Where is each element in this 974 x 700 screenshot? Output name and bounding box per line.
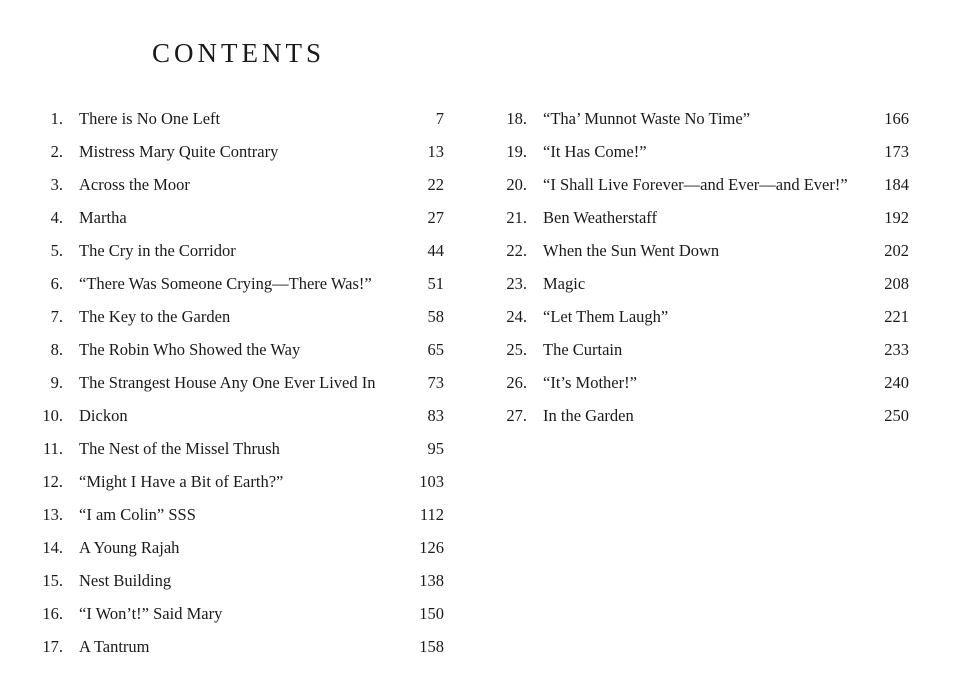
page-number: 95 — [427, 438, 444, 458]
page-number: 158 — [419, 637, 444, 657]
toc-entry — [36, 399, 444, 432]
chapter-number: 12. — [42, 472, 63, 492]
chapter-number: 19. — [506, 141, 527, 161]
chapter-title: A Young Rajah — [79, 538, 180, 558]
page-number: 65 — [427, 339, 444, 359]
page-number: 51 — [427, 273, 444, 293]
chapter-title: There is No One Left — [79, 108, 221, 128]
toc-entry — [500, 366, 909, 399]
toc-entry — [36, 333, 444, 366]
chapter-title: A Tantrum — [79, 637, 150, 657]
page-number: 173 — [884, 141, 909, 161]
toc-right-column — [500, 102, 909, 432]
page-number: 166 — [884, 108, 909, 128]
toc-entry — [36, 532, 444, 565]
chapter-number: 10. — [42, 405, 63, 425]
page-number: 22 — [427, 174, 444, 194]
page-number: 208 — [884, 273, 909, 293]
chapter-title: “Let Them Laugh” — [543, 306, 669, 326]
chapter-title: The Strangest House Any One Ever Lived In — [79, 372, 376, 392]
page-number: 138 — [419, 571, 444, 591]
toc-entry — [500, 333, 909, 366]
page-number: 73 — [427, 372, 444, 392]
toc-entry — [36, 499, 444, 532]
toc-entry — [500, 300, 909, 333]
page-number: 150 — [419, 604, 444, 624]
chapter-number: 20. — [506, 174, 527, 194]
chapter-title: “Might I Have a Bit of Earth?” — [79, 472, 284, 492]
chapter-title: “Tha’ Munnot Waste No Time” — [543, 108, 751, 128]
chapter-number: 3. — [50, 174, 63, 194]
page-title: CONTENTS — [152, 38, 325, 68]
chapter-number: 24. — [506, 306, 527, 326]
toc-entry — [500, 399, 909, 432]
toc-entry — [36, 102, 444, 135]
chapter-number: 16. — [42, 604, 63, 624]
chapter-number: 9. — [50, 372, 63, 392]
chapter-number: 5. — [50, 240, 63, 260]
toc-entry — [36, 168, 444, 201]
page-number: 126 — [419, 538, 444, 558]
chapter-title: “I Won’t!” Said Mary — [79, 604, 223, 624]
toc-entry — [36, 366, 444, 399]
page-number: 83 — [427, 405, 444, 425]
chapter-title: “It Has Come!” — [543, 141, 647, 161]
toc-entry — [36, 631, 444, 664]
toc-entry — [36, 300, 444, 333]
chapter-number: 21. — [506, 207, 527, 227]
page-number: 7 — [435, 108, 444, 128]
toc-entry — [36, 201, 444, 234]
page-number: 103 — [419, 472, 444, 492]
chapter-title: Across the Moor — [79, 174, 190, 194]
toc-entry — [500, 102, 909, 135]
chapter-title: The Key to the Garden — [79, 306, 231, 326]
chapter-title: When the Sun Went Down — [543, 240, 720, 260]
chapter-title: The Nest of the Missel Thrush — [79, 438, 280, 458]
chapter-title: Dickon — [79, 405, 128, 425]
toc-entry — [36, 432, 444, 465]
toc-entry — [500, 135, 909, 168]
toc-entry — [500, 201, 909, 234]
chapter-number: 13. — [42, 505, 63, 525]
toc-entry — [36, 466, 444, 499]
chapter-number: 8. — [50, 339, 63, 359]
page-number: 192 — [884, 207, 909, 227]
toc-entry — [36, 598, 444, 631]
chapter-number: 6. — [50, 273, 63, 293]
toc-entry — [36, 135, 444, 168]
toc-left-column — [36, 102, 444, 664]
page-number: 250 — [884, 405, 909, 425]
chapter-number: 18. — [506, 108, 527, 128]
toc-entry — [36, 267, 444, 300]
toc-entry — [36, 234, 444, 267]
page-number: 240 — [884, 372, 909, 392]
page-number: 112 — [419, 505, 444, 525]
chapter-title: Ben Weatherstaff — [543, 207, 657, 227]
chapter-title: “I Shall Live Forever—and Ever—and Ever!” — [543, 174, 848, 194]
chapter-title: “It’s Mother!” — [543, 372, 637, 392]
chapter-number: 26. — [506, 372, 527, 392]
page-number: 58 — [427, 306, 444, 326]
chapter-number: 14. — [42, 538, 63, 558]
page-number: 44 — [427, 240, 444, 260]
chapter-title: Magic — [543, 273, 586, 293]
chapter-title: The Curtain — [543, 339, 623, 359]
toc-entry — [500, 168, 909, 201]
chapter-title: “I am Colin” SSS — [79, 505, 196, 525]
chapter-title: Martha — [79, 207, 127, 227]
toc-entry — [500, 267, 909, 300]
chapter-number: 27. — [506, 405, 527, 425]
chapter-title: Mistress Mary Quite Contrary — [79, 141, 279, 161]
toc-entry — [500, 234, 909, 267]
chapter-number: 11. — [42, 438, 63, 458]
chapter-title: The Robin Who Showed the Way — [79, 339, 301, 359]
chapter-number: 7. — [50, 306, 63, 326]
page-number: 27 — [427, 207, 444, 227]
chapter-number: 23. — [506, 273, 527, 293]
toc-entry — [36, 565, 444, 598]
chapter-number: 4. — [50, 207, 63, 227]
page-number: 202 — [884, 240, 909, 260]
page-number: 184 — [884, 174, 909, 194]
page-number: 13 — [427, 141, 444, 161]
page-number: 233 — [884, 339, 909, 359]
chapter-number: 25. — [506, 339, 527, 359]
chapter-title: Nest Building — [79, 571, 172, 591]
chapter-number: 22. — [506, 240, 527, 260]
chapter-title: The Cry in the Corridor — [79, 240, 236, 260]
chapter-title: “There Was Someone Crying—There Was!” — [79, 273, 372, 293]
chapter-number: 17. — [42, 637, 63, 657]
chapter-number: 15. — [42, 571, 63, 591]
chapter-title: In the Garden — [543, 405, 634, 425]
chapter-number: 1. — [50, 108, 63, 128]
page-number: 221 — [884, 306, 909, 326]
chapter-number: 2. — [50, 141, 63, 161]
